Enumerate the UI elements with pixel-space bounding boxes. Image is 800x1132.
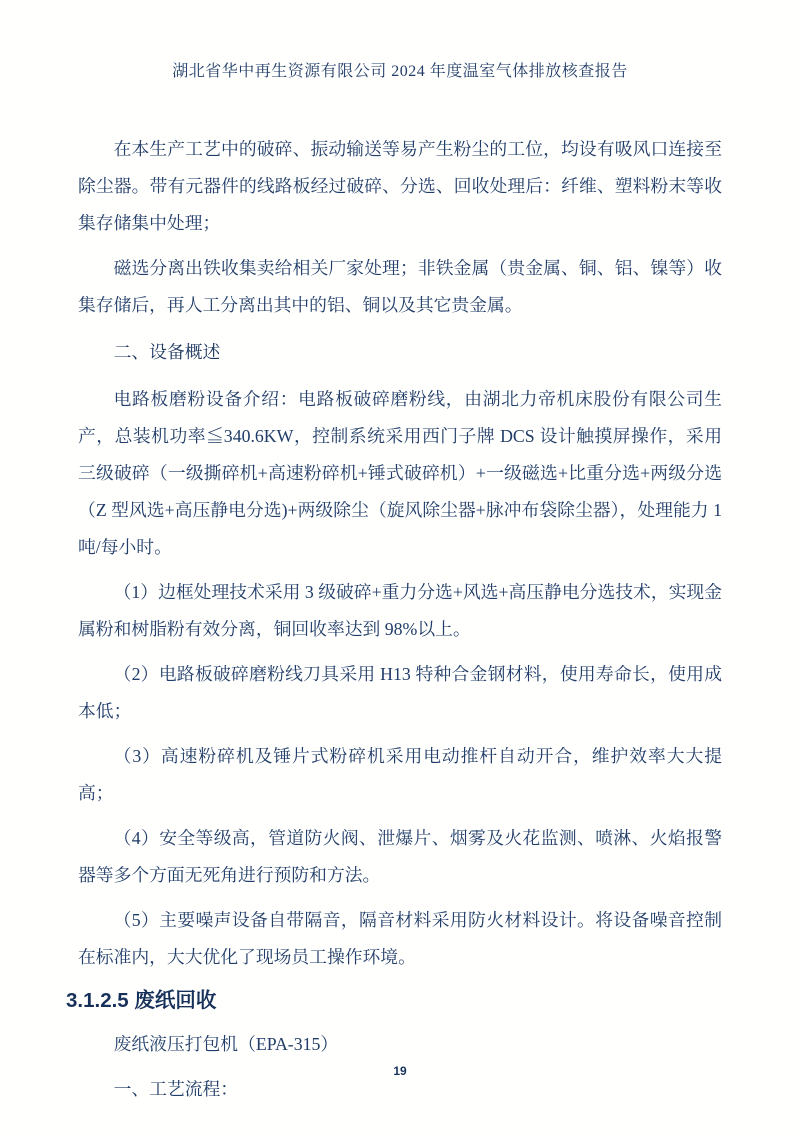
paragraph-dust-removal: 在本生产工艺中的破碎、振动输送等易产生粉尘的工位，均设有吸风口连接至除尘器。带有元器件的线路板经过破碎、分选、回收处理后：纤维、塑料粉末等收集存储集中处理； [78,139,722,233]
paragraph-item-2: （2）电路板破碎磨粉线刀具采用 H13 特种合金钢材料，使用寿命长，使用成本低； [78,664,722,721]
page-number: 19 [393,1064,407,1078]
subhead-equipment-overview: 二、设备概述 [113,342,221,362]
paragraph-item-5: （5）主要噪声设备自带隔音，隔音材料采用防火材料设计。将设备噪音控制在标准内，大大优化了现场员工操作环境。 [78,910,722,967]
paragraph-item-1: （1）边框处理技术采用 3 级破碎+重力分选+风选+高压静电分选技术，实现金属粉和树脂粉有效分离，铜回收率达到 98%以上。 [78,582,722,639]
document-header-title: 湖北省华中再生资源有限公司 2024 年度温室气体排放核查报告 [172,63,628,80]
section-heading-waste-paper-recycling: 3.1.2.5 废纸回收 [66,989,217,1012]
paragraph-item-4: （4）安全等级高，管道防火阀、泄爆片、烟雾及火花监测、喷淋、火焰报警器等多个方面无死角进行预防和方法。 [78,828,722,885]
paragraph-process-flow-label: 一、工艺流程： [113,1079,239,1099]
paragraph-equipment-intro: 电路板磨粉设备介绍：电路板破碎磨粉线，由湖北力帝机床股份有限公司生产，总装机功率≦340.6KW，控制系统采用西门子牌 DCS 设计触摸屏操作，采用三级破碎（一级撕碎机+高速粉碎机+锤式破碎机）+一级磁选+比重分选+两级分选（Z 型风选+高压静电分选)+两级除尘（旋风除尘器+脉冲布袋除尘器），处理能力 1 吨/每小时。 [78,389,722,557]
paragraph-magnetic-separation: 磁选分离出铁收集卖给相关厂家处理；非铁金属（贵金属、铜、铝、镍等）收集存储后，再人工分离出其中的铝、铜以及其它贵金属。 [78,258,722,315]
paragraph-item-3: （3）高速粉碎机及锤片式粉碎机采用电动推杆自动开合，维护效率大大提高； [78,746,722,803]
paragraph-baler-model: 废纸液压打包机（EPA-315） [113,1034,339,1054]
